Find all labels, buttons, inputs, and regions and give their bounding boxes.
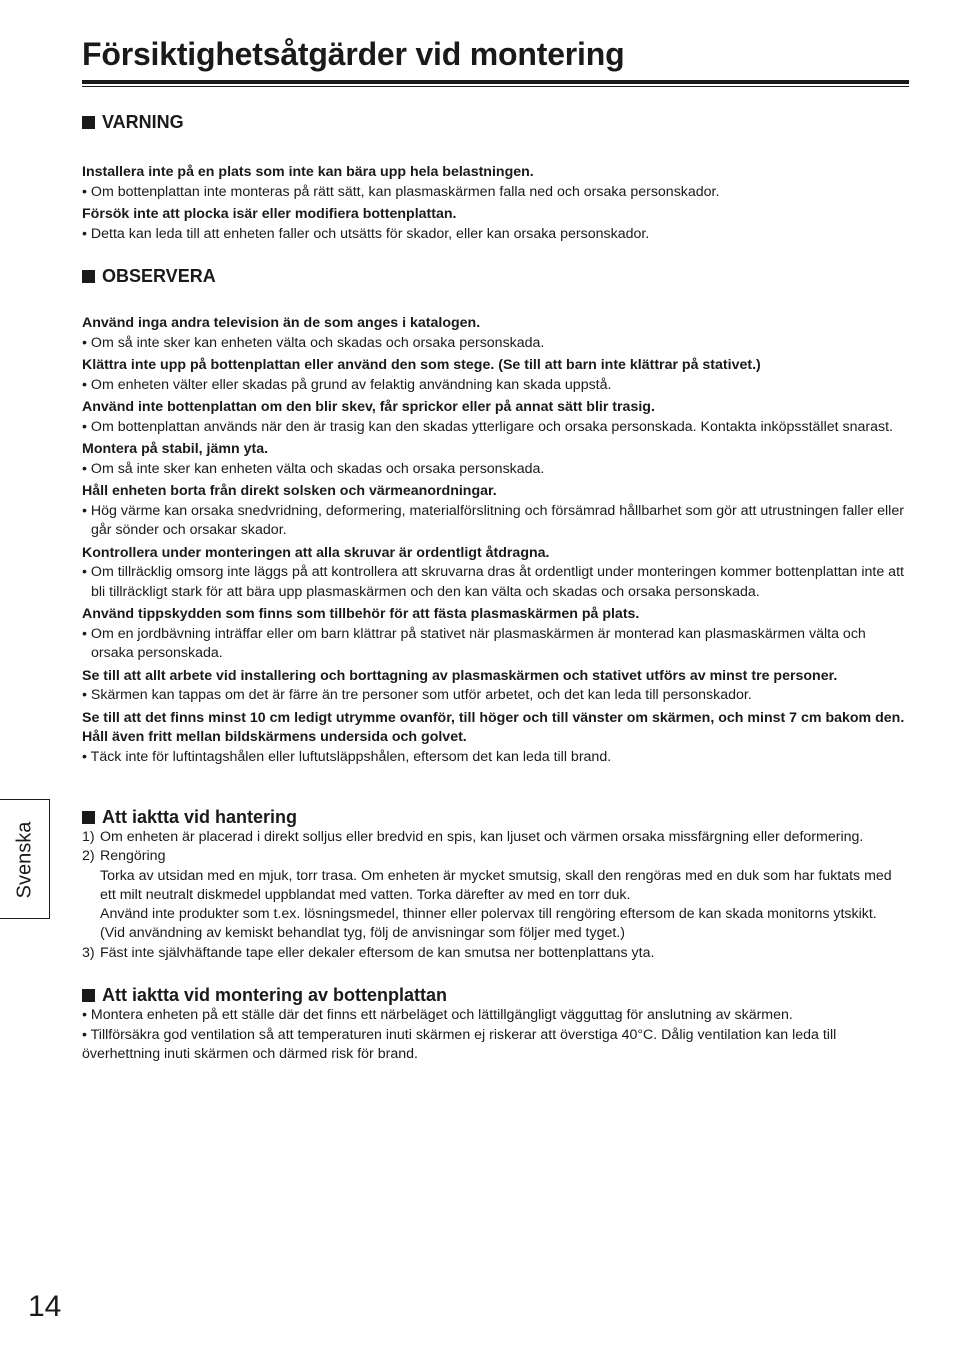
warning-item-bullet: • Om bottenplattan inte monteras på rätt sätt, kan plasmaskärmen falla ned och orsaka personskador. (82, 183, 720, 200)
warning-item (82, 205, 910, 244)
item-number: 3) (82, 944, 95, 961)
page-number: 14 (28, 1290, 62, 1323)
title-rule (82, 80, 909, 84)
caution-item-title: Kontrollera under monteringen att alla skruvar är ordentligt åtdragna. (82, 544, 550, 561)
square-bullet-icon (82, 270, 95, 283)
caution-item (82, 605, 910, 664)
language-side-tab (0, 799, 50, 919)
caution-item (82, 440, 910, 479)
handling-item (82, 828, 910, 847)
warning-heading-label: VARNING (102, 112, 184, 132)
caution-item-bullet: • Täck inte för luftintagshålen eller luftutsläppshålen, eftersom det kan leda till brand. (82, 748, 612, 765)
caution-heading-label: OBSERVERA (102, 266, 216, 286)
item-number: 1) (82, 829, 95, 845)
caution-item-title: Klättra inte upp på bottenplattan eller använd den som stege. (Se till att barn inte klättrar på stativet.) (82, 357, 761, 373)
caution-item-bullet: • Om en jordbävning inträffar eller om barn klättrar på stativet när plasmaskärmen är monterad kan plasmaskärmen välta och orsaka personskada. (82, 625, 866, 661)
cleaning-paragraph: (Vid användning av kemiskt behandlat tyg, följ de anvisningar som följer med tyget.) (100, 925, 625, 942)
item-text: Om enheten är placerad i direkt solljus eller bredvid en spis, kan ljuset och värmen orsaka missfärgning eller deformering. (100, 829, 864, 845)
title-rule-thin (82, 86, 909, 87)
caution-item (82, 356, 910, 395)
page-title: Försiktighetsåtgärder vid montering (82, 36, 625, 72)
warning-item (82, 163, 910, 202)
caution-item-bullet: • Om bottenplattan används när den är trasig kan den skadas ytterligare och orsaka personskada. Kontakta inköpsstället snarast. (82, 418, 893, 435)
caution-item-title: Håll enheten borta från direkt solsken och värmeanordningar. (82, 483, 497, 499)
cleaning-paragraph: Använd inte produkter som t.ex. lösningsmedel, thinner eller polervax till rengöring eftersom de kan skada monitorns ytskikt. (100, 906, 877, 923)
caution-item-title: Se till att allt arbete vid installering och borttagning av plasmaskärmen och stativet utförs av minst tre personer. (82, 667, 838, 684)
caution-heading (82, 266, 910, 287)
caution-item-title: Använd inga andra television än de som anges i katalogen. (82, 315, 481, 331)
caution-item-bullet: • Om så inte sker kan enheten välta och skadas och orsaka personskada. (82, 460, 545, 477)
caution-item-bullet: • Skärmen kan tappas om det är färre än tre personer som utför arbetet, och det kan leda till personskador. (82, 687, 752, 703)
caution-item (82, 398, 910, 437)
warning-item-title: Installera inte på en plats som inte kan bära upp hela belastningen. (82, 164, 534, 180)
caution-item-bullet: • Om enheten välter eller skadas på grund av felaktig användning kan skada uppstå. (82, 376, 612, 393)
square-bullet-icon (82, 811, 95, 824)
language-label: Svenska (13, 821, 36, 899)
mounting-bullet: • Montera enheten på ett ställe där det finns ett närbeläget och lättillgängligt vägguttag för anslutning av skärmen. (82, 1007, 793, 1024)
cleaning-paragraph: Torka av utsidan med en mjuk, torr trasa. Om enheten är mycket smutsig, skall den rengöras med en duk som har fuktats med ett milt neutralt diskmedel uppblandat med vatten. Torka därefter av med en torr duk. (100, 867, 892, 903)
caution-item-bullet: • Hög värme kan orsaka snedvridning, deformering, materialförslitning och försämrad hållbarhet som gör att utrustningen faller eller går sönder och orsakar skador. (82, 502, 904, 538)
caution-item (82, 314, 910, 353)
handling-item (82, 944, 910, 963)
item-number: 2) (82, 848, 95, 865)
caution-item-title: Se till att det finns minst 10 cm ledigt utrymme ovanför, till höger och till vänster om skärmen, och minst 7 cm bakom den. Håll även fritt mellan bildskärmens undersida och golvet. (82, 709, 905, 745)
handling-heading-label: Att iaktta vid hantering (102, 807, 298, 827)
caution-item-title: Använd tippskydden som finns som tillbehör för att fästa plasmaskärmen på plats. (82, 606, 640, 622)
caution-item-bullet: • Om så inte sker kan enheten välta och skadas och orsaka personskada. (82, 334, 545, 351)
item-text: Rengöring (100, 848, 166, 865)
mounting-heading (82, 985, 910, 1006)
warning-item-title: Försök inte att plocka isär eller modifiera bottenplattan. (82, 206, 457, 222)
warning-item-bullet: • Detta kan leda till att enheten faller och utsätts för skador, eller kan orsaka personskador. (82, 225, 650, 242)
caution-item (82, 667, 910, 706)
mounting-bullet: • Tillförsäkra god ventilation så att temperaturen inuti skärmen ej riskerar att överstiga 40°C. Dålig ventilation kan leda till överhettning inuti skärmen och därmed risk för brand. (82, 1026, 837, 1063)
page-content (82, 108, 910, 1065)
handling-heading (82, 807, 910, 828)
caution-item-title: Använd inte bottenplattan om den blir skev, får sprickor eller på annat sätt blir trasig. (82, 399, 655, 415)
caution-item (82, 544, 910, 603)
mounting-heading-label: Att iaktta vid montering av bottenplattan (102, 985, 448, 1006)
item-text: Fäst inte självhäftande tape eller dekaler eftersom de kan smutsa ner bottenplattans yta. (100, 944, 655, 961)
caution-item-bullet: • Om tillräcklig omsorg inte läggs på att kontrollera att skruvarna dras åt ordentligt under monteringen kommer bottenplattan inte att bli tillräckligt stark för att bära upp plasmaskärmen och den kan välta och skadas och orsaka personskada. (82, 564, 904, 600)
caution-item (82, 482, 910, 541)
square-bullet-icon (82, 989, 95, 1002)
caution-item (82, 709, 910, 768)
caution-item-title: Montera på stabil, jämn yta. (82, 441, 269, 457)
warning-heading (82, 112, 910, 133)
square-bullet-icon (82, 116, 95, 129)
handling-item (82, 847, 910, 866)
